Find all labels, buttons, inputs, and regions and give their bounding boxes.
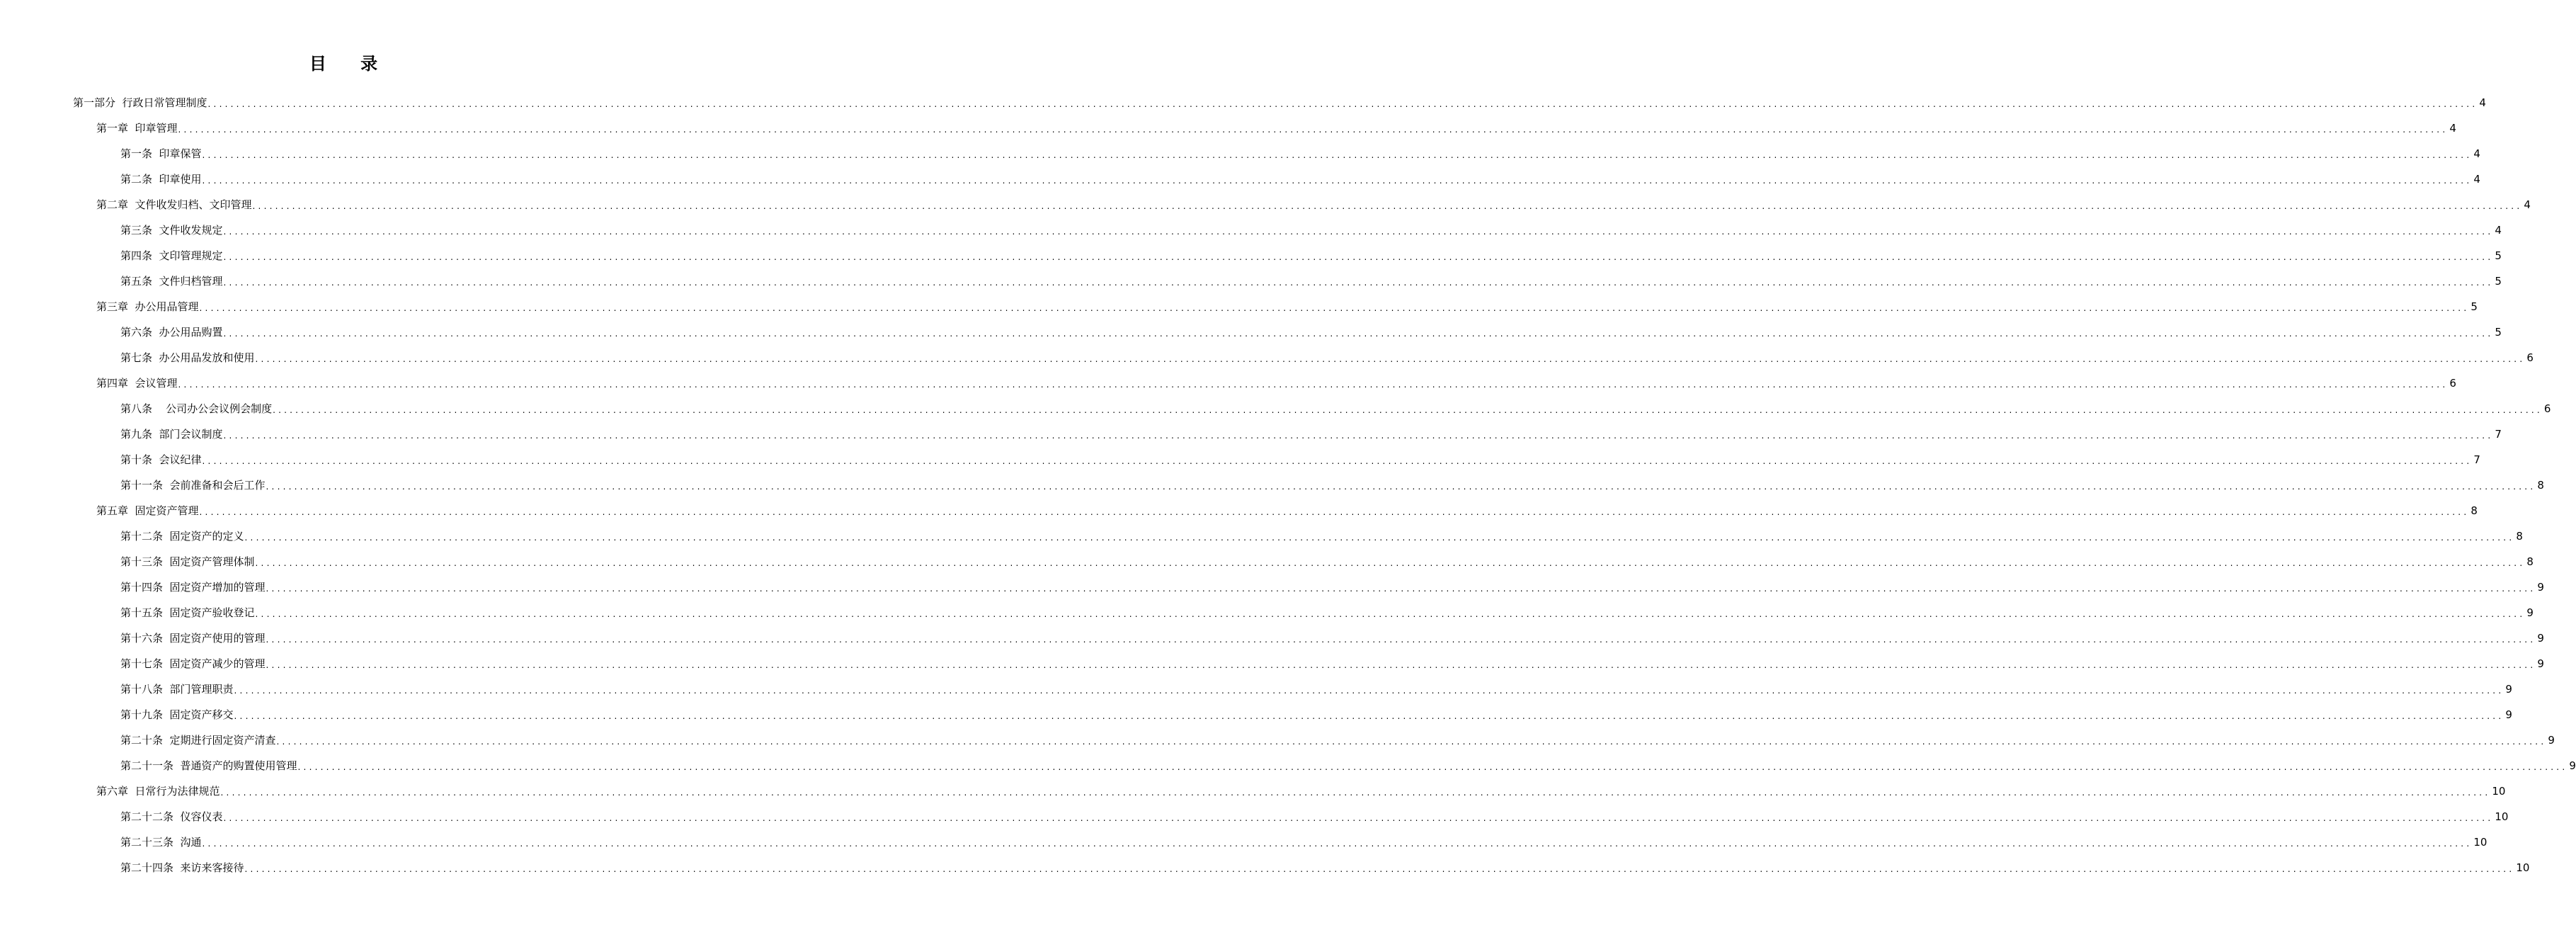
toc-entry-page-number: 5 xyxy=(2495,275,2502,288)
toc-entry-label: 第五章 固定资产管理 xyxy=(96,504,199,517)
toc-entry-label: 第二十条 定期进行固定资产清查 xyxy=(120,734,276,747)
toc-entry-label: 第二条 印章使用 xyxy=(120,173,202,186)
toc-entry[interactable] xyxy=(120,755,2576,776)
toc-entry[interactable] xyxy=(120,679,2512,700)
toc-entry-label: 第二十一条 普通资产的购置使用管理 xyxy=(120,759,297,772)
dot-leader: ................................................................................................................................................................................................................................................................................................................................................................................................................ xyxy=(220,788,2491,798)
toc-entry-label: 第十三条 固定资产管理体制 xyxy=(120,555,255,568)
toc-entry[interactable] xyxy=(120,526,2523,547)
dot-leader: ................................................................................................................................................................................................................................................................................................................................................................................................................ xyxy=(223,252,2494,262)
toc-entry-page-number: 8 xyxy=(2470,504,2478,517)
toc-entry-page-number: 4 xyxy=(2479,96,2486,109)
toc-entry-page-number: 9 xyxy=(2569,759,2576,772)
toc-entry[interactable] xyxy=(96,296,2478,317)
dot-leader: ................................................................................................................................................................................................................................................................................................................................................................................................................ xyxy=(297,762,2568,772)
toc-entry-label: 第二十四条 来访来客接待 xyxy=(120,861,244,874)
dot-leader: ................................................................................................................................................................................................................................................................................................................................................................................................................ xyxy=(255,609,2526,619)
toc-entry[interactable] xyxy=(120,475,2544,496)
toc-entry[interactable] xyxy=(120,602,2534,623)
toc-entry-label: 第二十三条 沟通 xyxy=(120,836,202,849)
toc-entry-label: 第七条 办公用品发放和使用 xyxy=(120,351,255,364)
toc-entry-label: 第三章 办公用品管理 xyxy=(96,300,199,313)
dot-leader: ................................................................................................................................................................................................................................................................................................................................................................................................................ xyxy=(255,558,2526,568)
toc-entry-label: 第十一条 会前准备和会后工作 xyxy=(120,479,266,492)
toc-entry-page-number: 10 xyxy=(2516,861,2530,874)
dot-leader: ................................................................................................................................................................................................................................................................................................................................................................................................................ xyxy=(223,813,2494,823)
toc-entry[interactable] xyxy=(120,245,2502,266)
toc-entry[interactable] xyxy=(73,92,2486,113)
toc-entry-label: 第四章 会议管理 xyxy=(96,377,178,390)
dot-leader: ................................................................................................................................................................................................................................................................................................................................................................................................................ xyxy=(276,737,2547,747)
toc-entry-page-number: 4 xyxy=(2473,173,2480,186)
toc-entry-page-number: 9 xyxy=(2526,606,2534,619)
toc-entry-label: 第三条 文件收发规定 xyxy=(120,224,223,237)
toc-entry-page-number: 4 xyxy=(2473,147,2480,160)
dot-leader: ................................................................................................................................................................................................................................................................................................................................................................................................................ xyxy=(266,660,2536,670)
dot-leader: ................................................................................................................................................................................................................................................................................................................................................................................................................ xyxy=(244,864,2515,874)
toc-entry-page-number: 8 xyxy=(2516,530,2523,543)
dot-leader: ................................................................................................................................................................................................................................................................................................................................................................................................................ xyxy=(199,507,2470,517)
toc-entry-label: 第五条 文件归档管理 xyxy=(120,275,223,288)
toc-entry-page-number: 6 xyxy=(2543,402,2551,415)
toc-entry-label: 第一条 印章保管 xyxy=(120,147,202,160)
toc-entry-page-number: 9 xyxy=(2548,734,2555,747)
toc-entry-label: 第十九条 固定资产移交 xyxy=(120,708,234,721)
toc-entry-page-number: 4 xyxy=(2495,224,2502,237)
toc-entry-page-number: 5 xyxy=(2470,300,2478,313)
dot-leader: ................................................................................................................................................................................................................................................................................................................................................................................................................ xyxy=(244,533,2515,543)
toc-entry-page-number: 9 xyxy=(2537,581,2544,594)
toc-entry[interactable] xyxy=(96,500,2478,521)
toc-entry-page-number: 7 xyxy=(2495,428,2502,441)
toc-entry[interactable] xyxy=(120,730,2555,751)
toc-entry[interactable] xyxy=(120,271,2502,292)
toc-entry-label: 第一章 印章管理 xyxy=(96,122,178,135)
toc-entry-label: 第十四条 固定资产增加的管理 xyxy=(120,581,266,594)
toc-entry[interactable] xyxy=(96,118,2456,139)
toc-entry[interactable] xyxy=(120,169,2480,190)
dot-leader: ................................................................................................................................................................................................................................................................................................................................................................................................................ xyxy=(266,584,2536,594)
toc-entry-page-number: 10 xyxy=(2492,785,2506,798)
toc-entry-label: 第十条 会议纪律 xyxy=(120,453,202,466)
toc-entry-page-number: 8 xyxy=(2537,479,2544,492)
dot-leader: ................................................................................................................................................................................................................................................................................................................................................................................................................ xyxy=(223,278,2494,288)
toc-entry-page-number: 4 xyxy=(2524,198,2531,211)
toc-entry-label: 第十八条 部门管理职责 xyxy=(120,683,234,696)
toc-entry-label: 第十七条 固定资产减少的管理 xyxy=(120,657,266,670)
toc-entry-label: 第一部分 行政日常管理制度 xyxy=(73,96,207,109)
dot-leader: ................................................................................................................................................................................................................................................................................................................................................................................................................ xyxy=(223,227,2494,237)
dot-leader: ................................................................................................................................................................................................................................................................................................................................................................................................................ xyxy=(255,354,2526,364)
toc-entry-label: 第十六条 固定资产使用的管理 xyxy=(120,632,266,645)
dot-leader: ................................................................................................................................................................................................................................................................................................................................................................................................................ xyxy=(252,201,2523,211)
toc-entry[interactable] xyxy=(96,781,2506,802)
toc-entry-label: 第九条 部门会议制度 xyxy=(120,428,223,441)
toc-entry[interactable] xyxy=(120,449,2480,470)
toc-entry-label: 第八条 公司办公会议例会制度 xyxy=(120,402,273,415)
toc-entry[interactable] xyxy=(120,577,2544,598)
toc-entry-page-number: 9 xyxy=(2537,632,2544,645)
dot-leader: ................................................................................................................................................................................................................................................................................................................................................................................................................ xyxy=(223,431,2494,441)
dot-leader: ................................................................................................................................................................................................................................................................................................................................................................................................................ xyxy=(234,686,2504,696)
toc-entry[interactable] xyxy=(120,347,2534,368)
toc-entry-page-number: 10 xyxy=(2495,810,2509,823)
dot-leader: ................................................................................................................................................................................................................................................................................................................................................................................................................ xyxy=(202,456,2473,466)
dot-leader: ................................................................................................................................................................................................................................................................................................................................................................................................................ xyxy=(273,405,2543,415)
dot-leader: ................................................................................................................................................................................................................................................................................................................................................................................................................ xyxy=(202,839,2473,849)
dot-leader: ................................................................................................................................................................................................................................................................................................................................................................................................................ xyxy=(207,99,2478,109)
toc-entry[interactable] xyxy=(120,832,2487,853)
toc-entry-page-number: 9 xyxy=(2505,683,2512,696)
toc-entry-page-number: 9 xyxy=(2505,708,2512,721)
toc-entry-page-number: 4 xyxy=(2449,122,2456,135)
toc-entry[interactable] xyxy=(96,373,2456,394)
toc-entry[interactable] xyxy=(120,143,2480,164)
toc-entry-page-number: 6 xyxy=(2526,351,2534,364)
toc-entry[interactable] xyxy=(120,551,2534,572)
toc-entry-label: 第二十二条 仪容仪表 xyxy=(120,810,223,823)
toc-entry-page-number: 10 xyxy=(2473,836,2487,849)
dot-leader: ................................................................................................................................................................................................................................................................................................................................................................................................................ xyxy=(223,329,2494,339)
toc-entry[interactable] xyxy=(120,322,2502,343)
dot-leader: ................................................................................................................................................................................................................................................................................................................................................................................................................ xyxy=(266,635,2536,645)
toc-entry-label: 第十二条 固定资产的定义 xyxy=(120,530,244,543)
dot-leader: ................................................................................................................................................................................................................................................................................................................................................................................................................ xyxy=(199,303,2470,313)
dot-leader: ................................................................................................................................................................................................................................................................................................................................................................................................................ xyxy=(202,176,2473,186)
toc-entry-page-number: 8 xyxy=(2526,555,2534,568)
toc-entry[interactable] xyxy=(120,704,2512,725)
dot-leader: ................................................................................................................................................................................................................................................................................................................................................................................................................ xyxy=(234,711,2504,721)
toc-entry[interactable] xyxy=(120,220,2502,241)
dot-leader: ................................................................................................................................................................................................................................................................................................................................................................................................................ xyxy=(178,125,2449,135)
toc-entry[interactable] xyxy=(120,628,2544,649)
dot-leader: ................................................................................................................................................................................................................................................................................................................................................................................................................ xyxy=(266,482,2536,492)
toc-entry-page-number: 5 xyxy=(2495,249,2502,262)
toc-entry-label: 第四条 文印管理规定 xyxy=(120,249,223,262)
dot-leader: ................................................................................................................................................................................................................................................................................................................................................................................................................ xyxy=(178,380,2449,390)
toc-entry[interactable] xyxy=(120,857,2530,878)
toc-entry-page-number: 5 xyxy=(2495,326,2502,339)
dot-leader: ................................................................................................................................................................................................................................................................................................................................................................................................................ xyxy=(202,150,2473,160)
toc-entry[interactable] xyxy=(120,424,2502,445)
toc-entry[interactable] xyxy=(120,806,2509,827)
toc-entry-label: 第十五条 固定资产验收登记 xyxy=(120,606,255,619)
toc-entry[interactable] xyxy=(96,194,2531,215)
toc-entry-page-number: 7 xyxy=(2473,453,2480,466)
toc-entry-label: 第六条 办公用品购置 xyxy=(120,326,223,339)
toc-entry[interactable] xyxy=(120,653,2544,674)
toc-entry-page-number: 6 xyxy=(2449,377,2456,390)
toc-entry-label: 第二章 文件收发归档、文印管理 xyxy=(96,198,252,211)
toc-entry-label: 第六章 日常行为法律规范 xyxy=(96,785,220,798)
page-title: 目 录 xyxy=(309,54,392,74)
toc-entry[interactable] xyxy=(120,398,2551,419)
toc-entry-page-number: 9 xyxy=(2537,657,2544,670)
